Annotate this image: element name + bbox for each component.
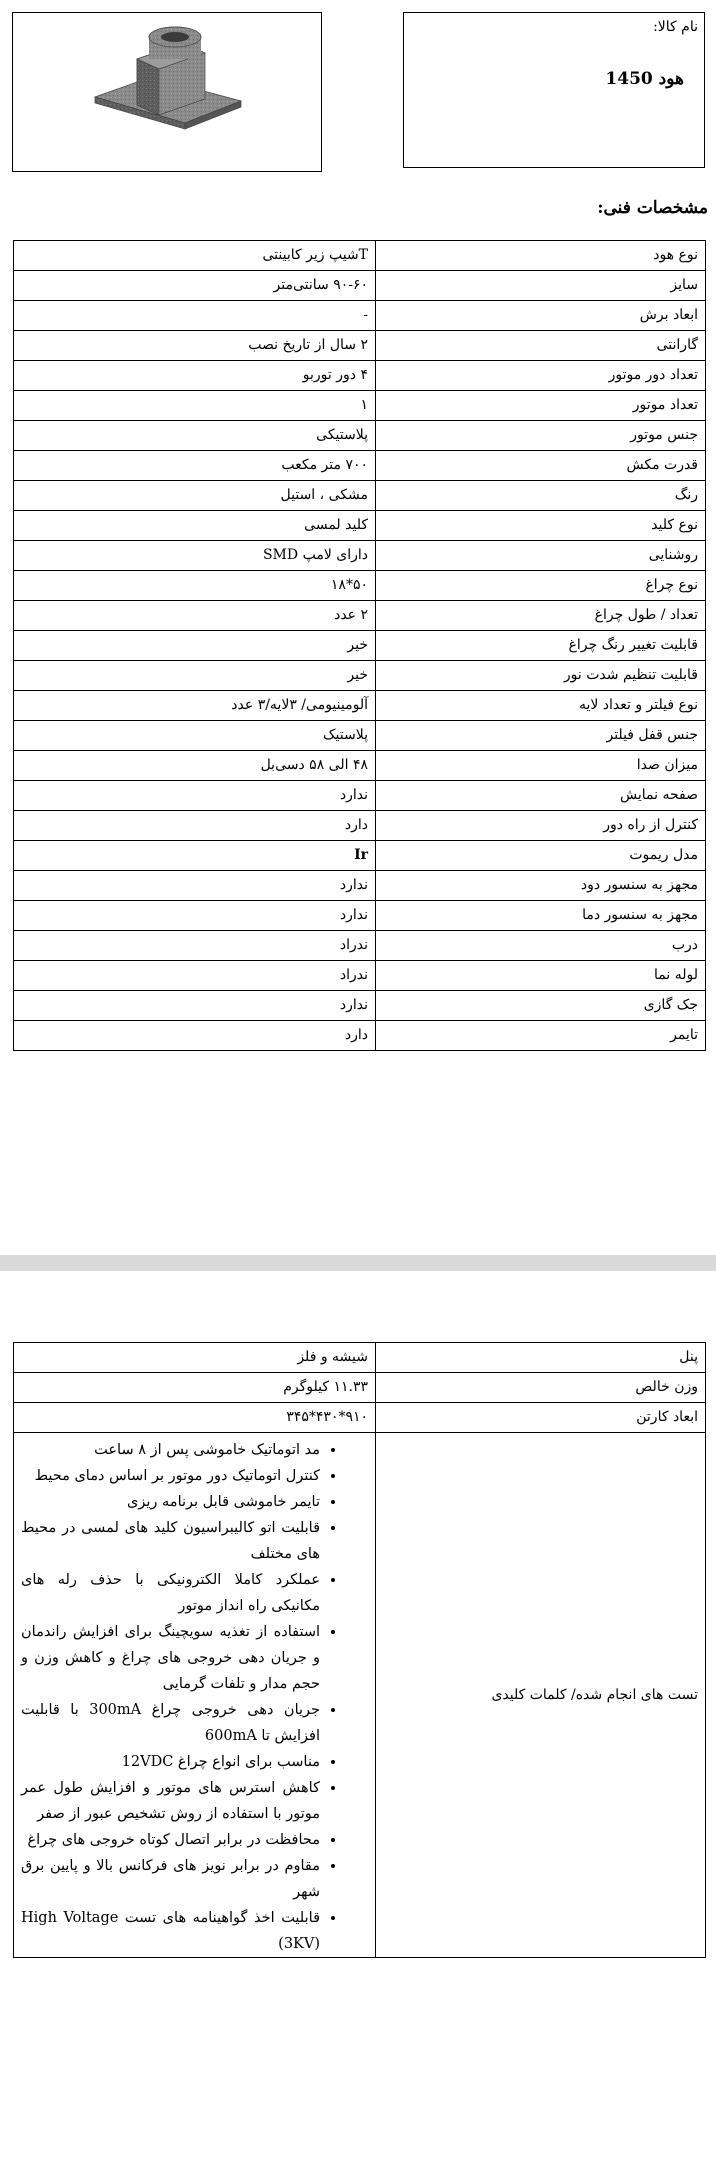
range-hood-image xyxy=(93,19,243,167)
specs-title: مشخصات فنی: xyxy=(597,198,708,218)
spec-label: سایز xyxy=(376,271,706,301)
list-item: • کنترل اتوماتیک دور موتور بر اساس دمای محیط xyxy=(21,1463,320,1489)
spec-label: میزان صدا xyxy=(376,751,706,781)
spec-label: مجهز به سنسور دما xyxy=(376,901,706,931)
spec-value: ۹۰-۶۰ سانتی‌متر xyxy=(14,271,376,301)
spec-value: ندراد xyxy=(14,961,376,991)
spec-label: جنس قفل فیلتر xyxy=(376,721,706,751)
spec-label: نوع فیلتر و تعداد لایه xyxy=(376,691,706,721)
spec-value: ۱ xyxy=(14,391,376,421)
table-row xyxy=(14,1343,706,1373)
spec-label: جک گازی xyxy=(376,991,706,1021)
spec-label: تعداد موتور xyxy=(376,391,706,421)
spec-label: قابلیت تغییر رنگ چراغ xyxy=(376,631,706,661)
table-row xyxy=(14,871,706,901)
spec-label: رنگ xyxy=(376,481,706,511)
spec-value: ۲ عدد xyxy=(14,601,376,631)
list-item: • قابلیت اتو کالیبراسیون کلید های لمسی در محیط های مختلف xyxy=(21,1515,320,1567)
spec-label: جنس موتور xyxy=(376,421,706,451)
spec-label: روشنایی xyxy=(376,541,706,571)
specs-table xyxy=(13,240,706,1051)
table-row xyxy=(14,451,706,481)
spec-label: گارانتی xyxy=(376,331,706,361)
spec-value: مشکی ، استیل xyxy=(14,481,376,511)
spec-value: شیشه و فلز xyxy=(14,1343,376,1373)
spec-label: قابلیت تنظیم شدت نور xyxy=(376,661,706,691)
product-name-box xyxy=(403,12,705,168)
table-row xyxy=(14,1021,706,1051)
spec-label: صفحه نمایش xyxy=(376,781,706,811)
spec-label: نوع چراغ xyxy=(376,571,706,601)
spec-value: ۲ سال از تاریخ نصب xyxy=(14,331,376,361)
table-row xyxy=(14,571,706,601)
table-row xyxy=(14,241,706,271)
table-row xyxy=(14,721,706,751)
table-row xyxy=(14,811,706,841)
spec-value: دارد xyxy=(14,1021,376,1051)
list-item: • محافظت در برابر اتصال کوتاه خروجی های چراغ xyxy=(21,1827,320,1853)
table-row xyxy=(14,1433,706,1958)
list-item: • استفاده از تغذیه سویچینگ برای افزایش راندمان و جریان دهی خروجی های چراغ و کاهش وزن و حجم مدار و تلفات گرمایی xyxy=(21,1619,320,1697)
spec-value: کلید لمسی xyxy=(14,511,376,541)
spec-value: ندراد xyxy=(14,931,376,961)
spec-value: - xyxy=(14,301,376,331)
page-2 xyxy=(0,1271,716,2157)
table-row xyxy=(14,481,706,511)
table-row xyxy=(14,511,706,541)
spec-value: خیر xyxy=(14,661,376,691)
list-item: • عملکرد کاملا الکترونیکی با حذف رله های مکانیکی راه انداز موتور xyxy=(21,1567,320,1619)
features-list xyxy=(21,1437,368,1957)
table-row xyxy=(14,301,706,331)
spec-value: خیر xyxy=(14,631,376,661)
spec-label: ابعاد برش xyxy=(376,301,706,331)
table-row xyxy=(14,901,706,931)
spec-value: ۴ دور توربو xyxy=(14,361,376,391)
spec-value: دارد xyxy=(14,811,376,841)
table-row xyxy=(14,601,706,631)
tests-cell xyxy=(14,1433,376,1958)
specs-table-continued xyxy=(13,1342,706,1958)
spec-label: تعداد / طول چراغ xyxy=(376,601,706,631)
list-item: • قابلیت اخذ گواهینامه های تست High Voltage (3KV) xyxy=(21,1905,320,1957)
spec-value: ندارد xyxy=(14,781,376,811)
product-image-frame xyxy=(12,12,322,172)
table-row xyxy=(14,661,706,691)
spec-label: درب xyxy=(376,931,706,961)
table-row xyxy=(14,1373,706,1403)
tests-label: تست های انجام شده/ کلمات کلیدی xyxy=(376,1433,706,1958)
table-row xyxy=(14,361,706,391)
spec-label: مدل ریموت xyxy=(376,841,706,871)
spec-value: ندارد xyxy=(14,871,376,901)
table-row xyxy=(14,931,706,961)
table-row xyxy=(14,331,706,361)
spec-value: ۵۰*۱۸ xyxy=(14,571,376,601)
spec-value: ۴۸ الی ۵۸ دسی‌بل xyxy=(14,751,376,781)
table-row xyxy=(14,781,706,811)
spec-value: ندارد xyxy=(14,901,376,931)
spec-value: ندارد xyxy=(14,991,376,1021)
spec-label: وزن خالص xyxy=(376,1373,706,1403)
table-row xyxy=(14,421,706,451)
product-name-value: هود 1450 xyxy=(605,69,684,89)
table-row xyxy=(14,541,706,571)
spec-label: پنل xyxy=(376,1343,706,1373)
table-row xyxy=(14,391,706,421)
spec-value: ۹۱۰*۴۳۰*۳۴۵ xyxy=(14,1403,376,1433)
spec-label: نوع کلید xyxy=(376,511,706,541)
spec-value: پلاستیک xyxy=(14,721,376,751)
spec-value: دارای لامپ SMD xyxy=(14,541,376,571)
spec-value: Tشیپ زیر کابینتی xyxy=(14,241,376,271)
spec-label: تعداد دور موتور xyxy=(376,361,706,391)
spec-label: قدرت مکش xyxy=(376,451,706,481)
spec-value: ۱۱.۳۳ کیلوگرم xyxy=(14,1373,376,1403)
table-row xyxy=(14,961,706,991)
table-row xyxy=(14,271,706,301)
table-row xyxy=(14,991,706,1021)
spec-label: تایمر xyxy=(376,1021,706,1051)
list-item: • مد اتوماتیک خاموشی پس از ۸ ساعت xyxy=(21,1437,320,1463)
list-item: • تایمر خاموشی قابل برنامه ریزی xyxy=(21,1489,320,1515)
spec-value: Ir xyxy=(14,841,376,871)
list-item: • مقاوم در برابر نویز های فرکانس بالا و پایین برق شهر xyxy=(21,1853,320,1905)
spec-label: نوع هود xyxy=(376,241,706,271)
product-name-label: نام کالا: xyxy=(653,19,698,35)
spec-label: مجهز به سنسور دود xyxy=(376,871,706,901)
table-row xyxy=(14,1403,706,1433)
spec-value: ۷۰۰ متر مکعب xyxy=(14,451,376,481)
table-row xyxy=(14,841,706,871)
spec-value: پلاستیکی xyxy=(14,421,376,451)
spec-value: آلومینیومی/ ۳لایه/۳ عدد xyxy=(14,691,376,721)
spec-label: ابعاد کارتن xyxy=(376,1403,706,1433)
list-item: • کاهش استرس های موتور و افزایش طول عمر موتور با استفاده از روش تشخیص عبور از صفر xyxy=(21,1775,320,1827)
spec-label: کنترل از راه دور xyxy=(376,811,706,841)
table-row xyxy=(14,631,706,661)
page-separator xyxy=(0,1255,716,1271)
spec-label: لوله نما xyxy=(376,961,706,991)
list-item: • مناسب برای انواع چراغ 12VDC xyxy=(21,1749,320,1775)
table-row xyxy=(14,691,706,721)
table-row xyxy=(14,751,706,781)
list-item: • جریان دهی خروجی چراغ 300mA با قابلیت افزایش تا 600mA xyxy=(21,1697,320,1749)
